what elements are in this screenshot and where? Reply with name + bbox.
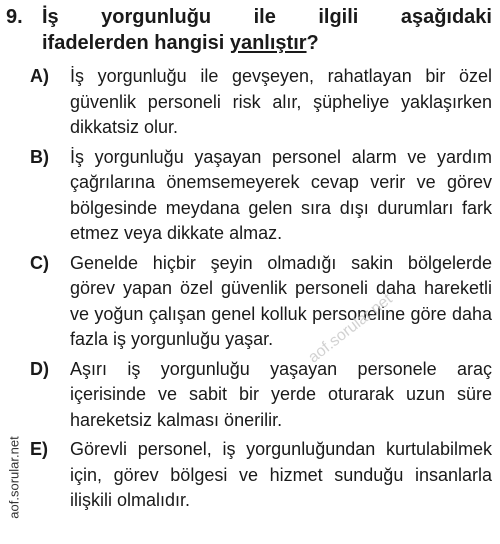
question-stem bbox=[42, 4, 492, 56]
option-text: Genelde hiçbir şeyin olmadığı sakin bölgelerde görev yapan özel güvenlik personeli daha hareketli ve yoğun çalışan genel kolluk personeline göre daha fazla iş yorgunluğu yaşar. bbox=[70, 252, 492, 349]
option-e[interactable] bbox=[30, 437, 492, 514]
option-b[interactable] bbox=[30, 145, 492, 247]
option-text: Görevli personel, iş yorgunluğundan kurtulabilmek için, görev bölgesi ve hizmet sunduğu insanlarla ilişkili olmalıdır. bbox=[70, 439, 492, 510]
question-stem-line-1: İş yorgunluğu ile ilgili aşağıdaki bbox=[42, 6, 492, 28]
option-d[interactable] bbox=[30, 357, 492, 434]
option-letter: E) bbox=[30, 439, 48, 459]
option-text: İş yorgunluğu yaşayan personel alarm ve yardım çağrılarına önemsemeyerek cevap verir ve görev bölgesinde meydana gelen sıra dışı durumları fark etmez veya dikkate almaz. bbox=[70, 146, 492, 243]
option-c[interactable] bbox=[30, 251, 492, 353]
question-number: 9. bbox=[6, 6, 23, 28]
question-stem-text: ifadelerden hangisi bbox=[42, 32, 230, 54]
diagonal-watermark: aof.sorular.net bbox=[305, 290, 396, 367]
side-watermark: aof.sorular.net bbox=[6, 436, 22, 519]
option-letter: C) bbox=[30, 252, 49, 273]
question-stem-line-2 bbox=[42, 30, 492, 56]
question-emphasis-word: yanlıştır bbox=[229, 32, 307, 54]
option-letter: B) bbox=[30, 146, 49, 167]
option-text: Aşırı iş yorgunluğu yaşayan personele araç içerisinde ve sabit bir yerde oturarak uzun süre hareketsiz kalması önerilir. bbox=[70, 358, 492, 430]
question-mark: ? bbox=[306, 32, 319, 54]
option-letter: A) bbox=[30, 66, 49, 86]
option-letter: D) bbox=[30, 358, 49, 379]
option-a[interactable] bbox=[30, 64, 492, 141]
answer-options bbox=[30, 64, 492, 518]
option-text: İş yorgunluğu ile gevşeyen, rahatlayan bir özel güvenlik personeli risk alır, şüpheliye yaklaşırken dikkatsiz olur. bbox=[70, 66, 492, 137]
